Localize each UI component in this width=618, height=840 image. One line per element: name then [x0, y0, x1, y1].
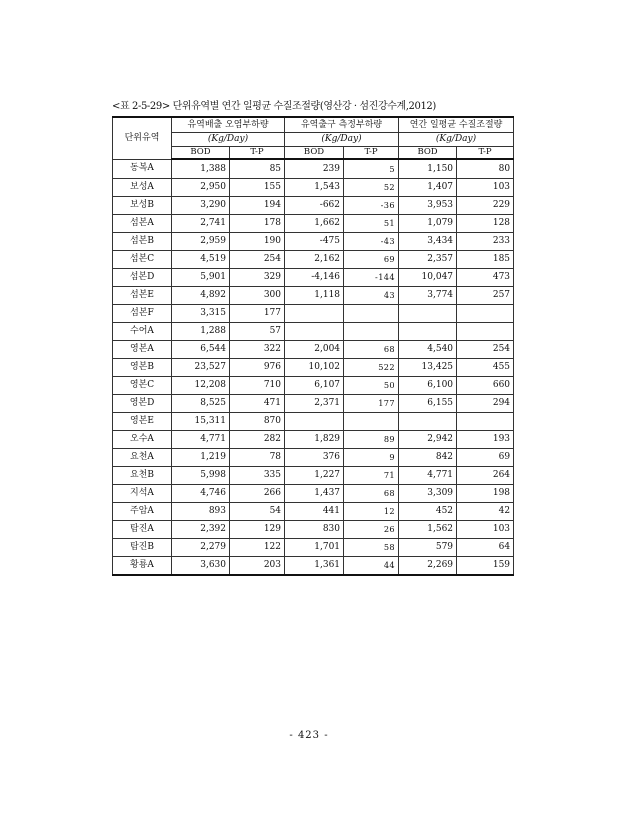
subheader-tp: T-P [457, 147, 514, 160]
watershed-name: 섬본A [113, 215, 172, 233]
table-cell: 842 [399, 449, 457, 467]
table-cell: -144 [344, 269, 399, 287]
table-cell: 3,309 [399, 485, 457, 503]
table-cell: 2,279 [172, 539, 230, 557]
table-cell: 4,519 [172, 251, 230, 269]
table-cell [457, 323, 514, 341]
table-cell: 229 [457, 197, 514, 215]
table-row [113, 467, 514, 485]
table-cell: 51 [344, 215, 399, 233]
table-cell: 3,315 [172, 305, 230, 323]
table-row [113, 557, 514, 576]
table-cell: 2,392 [172, 521, 230, 539]
watershed-name: 탐진B [113, 539, 172, 557]
watershed-name: 보성B [113, 197, 172, 215]
table-cell: 159 [457, 557, 514, 576]
table-cell: 976 [230, 359, 285, 377]
table-cell: 282 [230, 431, 285, 449]
table-cell: -43 [344, 233, 399, 251]
table-cell: 660 [457, 377, 514, 395]
table-cell: 13,425 [399, 359, 457, 377]
table-cell: 300 [230, 287, 285, 305]
table-cell: 8,525 [172, 395, 230, 413]
table-cell: 2,162 [285, 251, 344, 269]
table-cell: 579 [399, 539, 457, 557]
table-cell: 1,227 [285, 467, 344, 485]
table-cell: 5,901 [172, 269, 230, 287]
water-quality-table [112, 116, 514, 576]
table-cell: 1,361 [285, 557, 344, 576]
table-row [113, 341, 514, 359]
table-cell [399, 305, 457, 323]
table-cell: 233 [457, 233, 514, 251]
table-cell: 239 [285, 159, 344, 179]
watershed-name: 섬본F [113, 305, 172, 323]
table-cell: -475 [285, 233, 344, 251]
watershed-name: 탐진A [113, 521, 172, 539]
table-cell: 254 [457, 341, 514, 359]
watershed-name: 영본B [113, 359, 172, 377]
table-row [113, 287, 514, 305]
table-cell: 870 [230, 413, 285, 431]
table-cell: 1,118 [285, 287, 344, 305]
watershed-name: 보성A [113, 179, 172, 197]
table-cell [399, 413, 457, 431]
table-cell: 4,892 [172, 287, 230, 305]
table-cell: 58 [344, 539, 399, 557]
table-row [113, 485, 514, 503]
table-row [113, 377, 514, 395]
table-cell: 1,829 [285, 431, 344, 449]
subheader-bod: BOD [285, 147, 344, 160]
table-cell: 198 [457, 485, 514, 503]
watershed-name: 요천A [113, 449, 172, 467]
table-cell: 473 [457, 269, 514, 287]
table-cell: 6,107 [285, 377, 344, 395]
table-cell: 2,004 [285, 341, 344, 359]
watershed-name: 지석A [113, 485, 172, 503]
table-cell: 1,388 [172, 159, 230, 179]
table-row [113, 215, 514, 233]
table-cell: 1,079 [399, 215, 457, 233]
table-cell: 1,543 [285, 179, 344, 197]
table-cell: 5 [344, 159, 399, 179]
table-cell: 64 [457, 539, 514, 557]
table-cell: 89 [344, 431, 399, 449]
table-cell: 68 [344, 341, 399, 359]
table-cell [344, 323, 399, 341]
table-row [113, 449, 514, 467]
table-cell: -36 [344, 197, 399, 215]
table-cell [344, 413, 399, 431]
page-number: - 423 - [289, 730, 329, 741]
table-cell: 893 [172, 503, 230, 521]
watershed-name: 주암A [113, 503, 172, 521]
watershed-name: 수어A [113, 323, 172, 341]
watershed-name: 영본A [113, 341, 172, 359]
watershed-name: 요천B [113, 467, 172, 485]
table-cell: 329 [230, 269, 285, 287]
table-row [113, 323, 514, 341]
table-row [113, 359, 514, 377]
table-row [113, 539, 514, 557]
table-cell: 441 [285, 503, 344, 521]
table-cell: 471 [230, 395, 285, 413]
table-cell: 4,771 [172, 431, 230, 449]
table-cell: 6,155 [399, 395, 457, 413]
table-cell: 69 [344, 251, 399, 269]
table-cell [457, 305, 514, 323]
table-cell: 52 [344, 179, 399, 197]
table-row [113, 269, 514, 287]
table-cell: 376 [285, 449, 344, 467]
table-cell: 266 [230, 485, 285, 503]
table-cell: 68 [344, 485, 399, 503]
table-cell: 710 [230, 377, 285, 395]
watershed-name: 섬본E [113, 287, 172, 305]
table-cell: 103 [457, 521, 514, 539]
table-cell: -662 [285, 197, 344, 215]
group-unit-outlet: (Kg/Day) [285, 133, 399, 147]
table-cell: 44 [344, 557, 399, 576]
table-cell: 85 [230, 159, 285, 179]
table-cell: 10,102 [285, 359, 344, 377]
table-cell: 335 [230, 467, 285, 485]
table-cell: 177 [344, 395, 399, 413]
table-cell: 5,998 [172, 467, 230, 485]
table-cell: 2,357 [399, 251, 457, 269]
table-row [113, 413, 514, 431]
table-cell: 3,774 [399, 287, 457, 305]
table-cell: 23,527 [172, 359, 230, 377]
table-cell: 830 [285, 521, 344, 539]
table-caption: <표 2-5-29> 단위유역별 연간 일평균 수질조절량(영산강 · 섬진강수계,2012) [112, 101, 436, 112]
table-cell: 80 [457, 159, 514, 179]
table-cell [285, 323, 344, 341]
table-cell [285, 305, 344, 323]
table-cell: 3,290 [172, 197, 230, 215]
table-cell: 43 [344, 287, 399, 305]
table-cell: 254 [230, 251, 285, 269]
table-cell: 190 [230, 233, 285, 251]
table-cell: 12,208 [172, 377, 230, 395]
table-cell: 194 [230, 197, 285, 215]
table-cell: 10,047 [399, 269, 457, 287]
table-cell: 9 [344, 449, 399, 467]
table-cell: 294 [457, 395, 514, 413]
table-cell: 129 [230, 521, 285, 539]
table-cell: 185 [457, 251, 514, 269]
table-cell: 4,746 [172, 485, 230, 503]
table-cell: 128 [457, 215, 514, 233]
row-header-unit-watershed: 단위유역 [113, 117, 172, 159]
table-cell: 78 [230, 449, 285, 467]
table-row [113, 159, 514, 179]
table-cell: 1,150 [399, 159, 457, 179]
table-cell: 455 [457, 359, 514, 377]
table-cell: 26 [344, 521, 399, 539]
table-cell: 54 [230, 503, 285, 521]
table-row [113, 179, 514, 197]
table-cell: 3,434 [399, 233, 457, 251]
watershed-name: 동복A [113, 159, 172, 179]
table-row [113, 521, 514, 539]
table-cell: 1,407 [399, 179, 457, 197]
group-header-outlet-load: 유역출구 측정부하량 [285, 117, 399, 133]
table-row [113, 431, 514, 449]
table-cell: 12 [344, 503, 399, 521]
table-cell: 2,942 [399, 431, 457, 449]
table-cell: 522 [344, 359, 399, 377]
table-cell: 193 [457, 431, 514, 449]
watershed-name: 섬본D [113, 269, 172, 287]
table-cell: 2,741 [172, 215, 230, 233]
table-cell: 1,562 [399, 521, 457, 539]
table-cell: 155 [230, 179, 285, 197]
table-cell: 322 [230, 341, 285, 359]
table-cell: 1,219 [172, 449, 230, 467]
table-row [113, 233, 514, 251]
group-header-regulation: 연간 일평균 수질조절량 [399, 117, 514, 133]
table-cell: 1,288 [172, 323, 230, 341]
watershed-name: 영본D [113, 395, 172, 413]
table-cell: 2,950 [172, 179, 230, 197]
table-row [113, 305, 514, 323]
table-cell [285, 413, 344, 431]
table-cell [399, 323, 457, 341]
table-cell [344, 305, 399, 323]
table-cell: 6,100 [399, 377, 457, 395]
table-cell: 1,437 [285, 485, 344, 503]
watershed-name: 황룡A [113, 557, 172, 576]
table-cell: 203 [230, 557, 285, 576]
watershed-name: 영본C [113, 377, 172, 395]
table-cell: 3,630 [172, 557, 230, 576]
table-cell: 452 [399, 503, 457, 521]
watershed-name: 오수A [113, 431, 172, 449]
watershed-name: 섬본B [113, 233, 172, 251]
table-cell: 1,701 [285, 539, 344, 557]
table-row [113, 395, 514, 413]
table-cell: 71 [344, 467, 399, 485]
group-unit-discharge: (Kg/Day) [172, 133, 285, 147]
table-cell: 2,959 [172, 233, 230, 251]
group-unit-regulation: (Kg/Day) [399, 133, 514, 147]
table-cell: 1,662 [285, 215, 344, 233]
table-cell: 4,540 [399, 341, 457, 359]
table-cell: 103 [457, 179, 514, 197]
subheader-tp: T-P [230, 147, 285, 160]
subheader-bod: BOD [399, 147, 457, 160]
table-cell: 177 [230, 305, 285, 323]
table-cell: 57 [230, 323, 285, 341]
table-cell: 257 [457, 287, 514, 305]
table-cell: 122 [230, 539, 285, 557]
table-row [113, 197, 514, 215]
table-row [113, 503, 514, 521]
table-cell: 264 [457, 467, 514, 485]
group-header-discharge-load: 유역배출 오염부하량 [172, 117, 285, 133]
watershed-name: 섬본C [113, 251, 172, 269]
table-cell: 178 [230, 215, 285, 233]
subheader-bod: BOD [172, 147, 230, 160]
table-cell: 42 [457, 503, 514, 521]
table-cell: 2,371 [285, 395, 344, 413]
subheader-tp: T-P [344, 147, 399, 160]
table-cell: 50 [344, 377, 399, 395]
table-cell: 3,953 [399, 197, 457, 215]
table-cell: -4,146 [285, 269, 344, 287]
watershed-name: 영본E [113, 413, 172, 431]
table-cell: 2,269 [399, 557, 457, 576]
table-cell: 69 [457, 449, 514, 467]
table-cell: 15,311 [172, 413, 230, 431]
table-cell [457, 413, 514, 431]
table-row [113, 251, 514, 269]
table-cell: 6,544 [172, 341, 230, 359]
table-cell: 4,771 [399, 467, 457, 485]
